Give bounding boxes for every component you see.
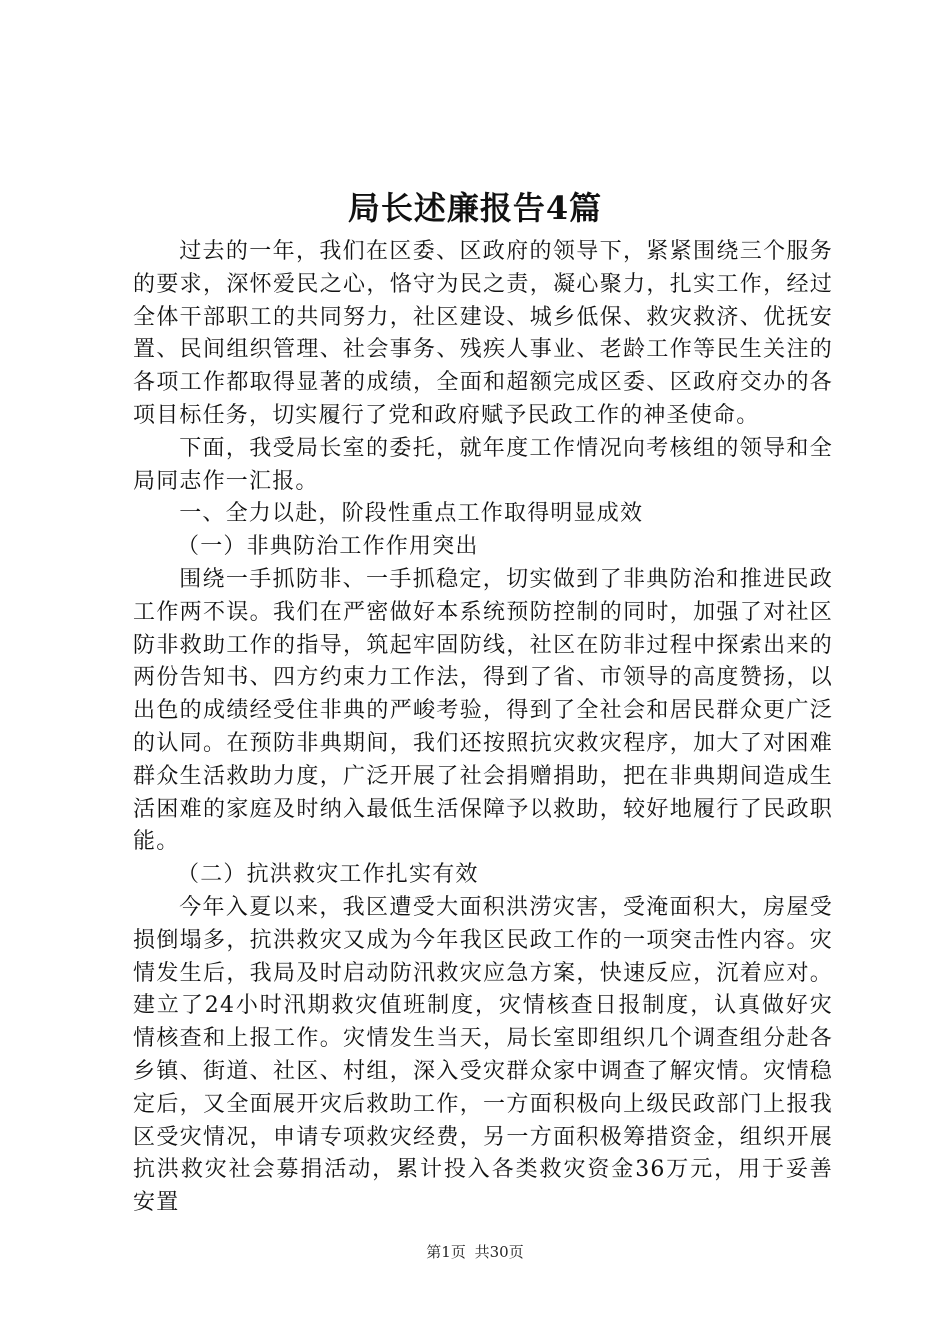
section-heading-1: 一、全力以赴，阶段性重点工作取得明显成效 xyxy=(179,501,644,527)
page-number-total: 共30页 xyxy=(474,1243,524,1261)
paragraph-flood-relief: 今年入夏以来，我区遭受大面积洪涝灾害，受淹面积大，房屋受损倒塌多，抗洪救灾又成为今年我区民政工作的一项突击性内容。灾情发生后，我局及时启动防汛救灾应急方案，快速反应，沉着应对。建立了24小时汛期救灾值班制度，灾情核查日报制度，认真做好灾情核查和上报工作。灾情发生当天，局长室即组织几个调查组分赴各乡镇、街道、社区、村组，深入受灾群众家中调查了解灾情。灾情稳定后，又全面展开灾后救助工作，一方面积极向上级民政部门上报我区受灾情况，申请专项救灾经费，另一方面积极筹措资金，组织开展抗洪救灾社会募捐活动，累计投入各类救灾资金36万元，用于妥善安置 xyxy=(133,894,833,1216)
paragraph-intro: 过去的一年，我们在区委、区政府的领导下，紧紧围绕三个服务的要求，深怀爱民之心，恪守为民之责，凝心聚力，扎实工作，经过全体干部职工的共同努力，社区建设、城乡低保、救灾救济、优抚安置、民间组织管理、社会事务、残疾人事业、老龄工作等民生关注的各项工作都取得显著的成绩，全面和超额完成区委、区政府交办的各项目标任务，切实履行了党和政府赋予民政工作的神圣使命。 xyxy=(133,239,833,428)
paragraph-sars-prevention: 围绕一手抓防非、一手抓稳定，切实做到了非典防治和推进民政工作两不误。我们在严密做好本系统预防控制的同时，加强了对社区防非救助工作的指导，筑起牢固防线，社区在防非过程中探索出来的两份告知书、四方约束力工作法，得到了省、市领导的高度赞扬，以出色的成绩经受住非典的严峻考验，得到了全社会和居民群众更广泛的认同。在预防非典期间，我们还按照抗灾救灾程序，加大了对困难群众生活救助力度，广泛开展了社会捐赠捐助，把在非典期间造成生活困难的家庭及时纳入最低生活保障予以救助，较好地履行了民政职能。 xyxy=(133,566,833,855)
document-body xyxy=(133,236,833,1220)
subsection-heading-2: （二）抗洪救灾工作扎实有效 xyxy=(177,862,479,888)
page-number-current: 第1页 xyxy=(426,1243,466,1261)
page-footer xyxy=(0,1242,950,1262)
document-title: 局长述廉报告4篇 xyxy=(347,189,603,227)
paragraph-report-purpose: 下面，我受局长室的委托，就年度工作情况向考核组的领导和全局同志作一汇报。 xyxy=(133,435,833,494)
subsection-heading-1: （一）非典防治工作作用突出 xyxy=(177,534,479,560)
